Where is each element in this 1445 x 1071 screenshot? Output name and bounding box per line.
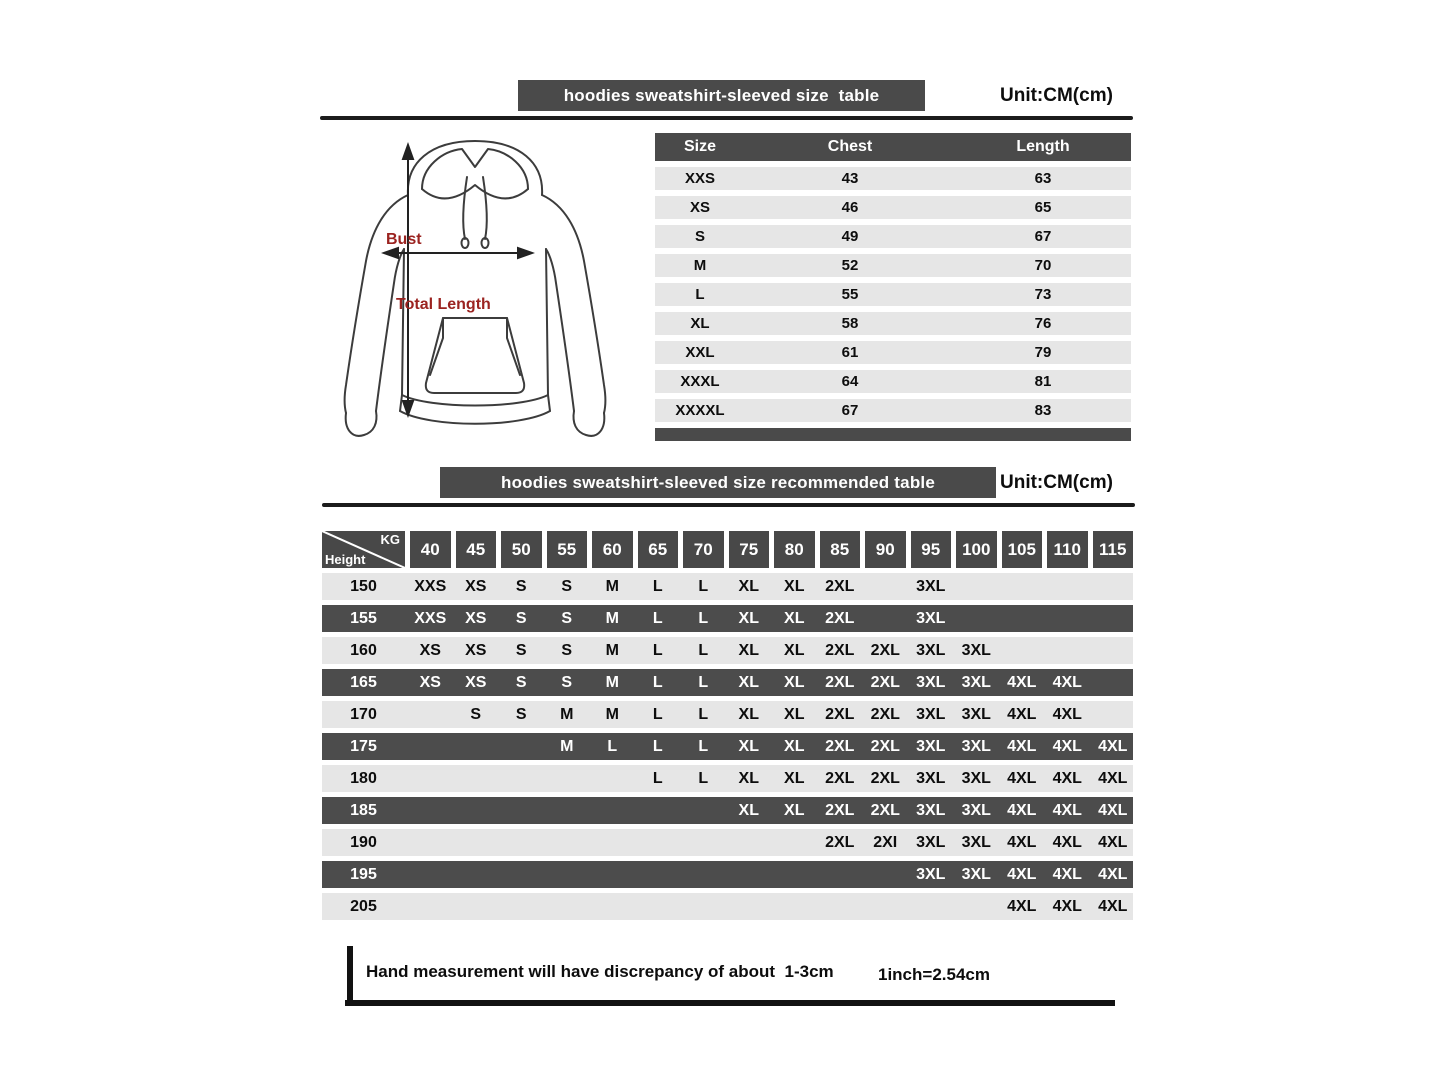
matrix-size-cell: L bbox=[698, 738, 709, 755]
matrix-size-cell: L bbox=[607, 738, 618, 755]
matrix-size-cell: 2XL bbox=[825, 610, 855, 627]
bust-label: Bust bbox=[386, 231, 422, 248]
matrix-row bbox=[322, 573, 1133, 600]
size-cell-chest: 52 bbox=[841, 257, 859, 274]
matrix-size-cell: 2XL bbox=[825, 738, 855, 755]
size-table-row bbox=[655, 254, 1131, 277]
matrix-size-cell: S bbox=[561, 642, 573, 659]
matrix-size-cell: XL bbox=[784, 674, 805, 691]
matrix-size-cell bbox=[638, 797, 679, 824]
matrix-size-cell: XL bbox=[738, 738, 759, 755]
matrix-size-cell: 4XL bbox=[1098, 866, 1128, 883]
matrix-size-cell bbox=[638, 829, 679, 856]
matrix-size-cell: XL bbox=[784, 706, 805, 723]
footnote-bottom-line bbox=[345, 1000, 1115, 1006]
measurement-discrepancy-note: Hand measurement will have discrepancy of about 1-3cm bbox=[366, 962, 834, 981]
matrix-size-cell: 3XL bbox=[916, 738, 946, 755]
matrix-size-cell bbox=[683, 861, 724, 888]
matrix-size-cell: XL bbox=[784, 802, 805, 819]
matrix-size-cell bbox=[501, 861, 542, 888]
matrix-weight-header: 70 bbox=[683, 531, 724, 568]
matrix-size-cell: 4XL bbox=[1007, 738, 1037, 755]
matrix-size-cell bbox=[501, 893, 542, 920]
matrix-size-cell: 3XL bbox=[961, 802, 991, 819]
matrix-size-cell: XL bbox=[784, 578, 805, 595]
matrix-weight-header: 50 bbox=[501, 531, 542, 568]
matrix-size-cell: 4XL bbox=[1098, 802, 1128, 819]
matrix-size-cell: L bbox=[652, 770, 663, 787]
matrix-size-cell bbox=[774, 829, 815, 856]
matrix-height-label: 165 bbox=[350, 674, 377, 691]
matrix-height-label: 180 bbox=[350, 770, 377, 787]
hoodie-outline bbox=[345, 141, 606, 436]
matrix-size-cell: XS bbox=[465, 610, 487, 627]
matrix-size-cell bbox=[456, 765, 497, 792]
size-cell-length: 67 bbox=[1034, 228, 1052, 245]
matrix-size-cell: XL bbox=[738, 802, 759, 819]
matrix-size-cell: 4XL bbox=[1052, 834, 1082, 851]
matrix-size-cell: 3XL bbox=[961, 834, 991, 851]
size-table-title: hoodies sweatshirt-sleeved size table bbox=[518, 80, 925, 111]
matrix-size-cell bbox=[1047, 573, 1088, 600]
matrix-size-cell bbox=[456, 733, 497, 760]
matrix-size-cell: 3XL bbox=[961, 770, 991, 787]
size-cell-length: 79 bbox=[1034, 344, 1052, 361]
matrix-size-cell bbox=[638, 893, 679, 920]
matrix-size-cell bbox=[774, 861, 815, 888]
size-table-unit-label: Unit:CM(cm) bbox=[1000, 85, 1113, 106]
divider-line-top bbox=[320, 116, 1133, 120]
matrix-size-cell bbox=[729, 861, 770, 888]
matrix-height-label: 195 bbox=[350, 866, 377, 883]
matrix-size-cell: 4XL bbox=[1098, 738, 1128, 755]
matrix-size-cell bbox=[410, 701, 451, 728]
matrix-size-cell bbox=[592, 765, 633, 792]
matrix-size-cell bbox=[1093, 669, 1134, 696]
matrix-size-cell bbox=[683, 797, 724, 824]
matrix-size-cell: 2XL bbox=[825, 834, 855, 851]
size-cell-chest: 58 bbox=[841, 315, 859, 332]
size-cell-chest: 55 bbox=[841, 286, 859, 303]
matrix-row bbox=[322, 829, 1133, 856]
matrix-size-cell: 2XL bbox=[870, 706, 900, 723]
inch-conversion-note: 1inch=2.54cm bbox=[878, 965, 990, 984]
matrix-size-cell bbox=[1093, 701, 1134, 728]
matrix-size-cell bbox=[410, 765, 451, 792]
size-cell-size: XXL bbox=[685, 344, 715, 361]
size-cell-size: XXXXL bbox=[675, 402, 725, 419]
matrix-height-label: 155 bbox=[350, 610, 377, 627]
matrix-size-cell: 3XL bbox=[916, 866, 946, 883]
matrix-size-cell bbox=[1093, 637, 1134, 664]
matrix-size-cell: L bbox=[698, 578, 709, 595]
matrix-size-cell: 2XI bbox=[873, 834, 898, 851]
matrix-weight-header: 65 bbox=[638, 531, 679, 568]
matrix-size-cell bbox=[456, 797, 497, 824]
matrix-height-label: 175 bbox=[350, 738, 377, 755]
matrix-row bbox=[322, 637, 1133, 664]
matrix-size-cell: 3XL bbox=[961, 642, 991, 659]
matrix-size-cell: S bbox=[515, 674, 527, 691]
size-cell-chest: 64 bbox=[841, 373, 859, 390]
size-cell-size: S bbox=[694, 228, 705, 245]
matrix-height-label: 160 bbox=[350, 642, 377, 659]
matrix-weight-header: 90 bbox=[865, 531, 906, 568]
matrix-size-cell: M bbox=[560, 706, 574, 723]
matrix-height-label: 205 bbox=[350, 898, 377, 915]
matrix-size-cell: L bbox=[698, 674, 709, 691]
matrix-size-cell: 3XL bbox=[916, 642, 946, 659]
matrix-size-cell: XS bbox=[465, 642, 487, 659]
matrix-size-cell: 2XL bbox=[825, 578, 855, 595]
matrix-size-cell bbox=[501, 733, 542, 760]
matrix-size-cell: XS bbox=[419, 642, 441, 659]
matrix-size-cell: XL bbox=[738, 610, 759, 627]
matrix-size-cell: 4XL bbox=[1052, 802, 1082, 819]
matrix-weight-header: 45 bbox=[456, 531, 497, 568]
matrix-size-cell: XL bbox=[738, 770, 759, 787]
matrix-row bbox=[322, 669, 1133, 696]
matrix-size-cell bbox=[592, 829, 633, 856]
matrix-row bbox=[322, 701, 1133, 728]
size-table-row bbox=[655, 370, 1131, 393]
matrix-size-cell: M bbox=[605, 578, 619, 595]
matrix-size-cell: 3XL bbox=[916, 610, 946, 627]
size-cell-length: 63 bbox=[1034, 170, 1052, 187]
size-cell-length: 70 bbox=[1034, 257, 1052, 274]
matrix-size-cell: 3XL bbox=[916, 834, 946, 851]
matrix-size-cell: M bbox=[560, 738, 574, 755]
matrix-size-cell bbox=[410, 797, 451, 824]
matrix-size-cell bbox=[410, 861, 451, 888]
matrix-size-cell: M bbox=[605, 706, 619, 723]
matrix-size-cell bbox=[729, 893, 770, 920]
matrix-size-cell bbox=[865, 893, 906, 920]
matrix-header-row bbox=[322, 531, 1133, 568]
footnote-left-bar bbox=[347, 946, 353, 1003]
matrix-row bbox=[322, 893, 1133, 920]
matrix-size-cell: L bbox=[652, 706, 663, 723]
total-length-label: Total Length bbox=[396, 296, 491, 313]
matrix-weight-header: 60 bbox=[592, 531, 633, 568]
matrix-size-cell: 4XL bbox=[1007, 674, 1037, 691]
matrix-size-cell: 3XL bbox=[961, 706, 991, 723]
matrix-size-cell bbox=[729, 829, 770, 856]
matrix-size-cell bbox=[547, 765, 588, 792]
matrix-size-cell: 4XL bbox=[1052, 866, 1082, 883]
size-cell-length: 81 bbox=[1034, 373, 1052, 390]
recommended-table-unit-label: Unit:CM(cm) bbox=[1000, 472, 1113, 493]
matrix-size-cell: XL bbox=[738, 578, 759, 595]
matrix-size-cell: XL bbox=[784, 610, 805, 627]
matrix-size-cell: XL bbox=[738, 642, 759, 659]
matrix-size-cell: 4XL bbox=[1098, 898, 1128, 915]
matrix-size-cell: 4XL bbox=[1007, 866, 1037, 883]
matrix-size-cell: XS bbox=[465, 578, 487, 595]
matrix-size-cell: 2XL bbox=[825, 770, 855, 787]
matrix-size-cell: S bbox=[561, 674, 573, 691]
matrix-size-cell: XS bbox=[419, 674, 441, 691]
matrix-size-cell: S bbox=[515, 578, 527, 595]
matrix-size-cell bbox=[638, 861, 679, 888]
matrix-size-cell: XL bbox=[784, 770, 805, 787]
size-cell-size: L bbox=[695, 286, 705, 303]
matrix-size-cell bbox=[1093, 573, 1134, 600]
matrix-size-cell: L bbox=[698, 642, 709, 659]
matrix-size-cell: 4XL bbox=[1052, 898, 1082, 915]
matrix-size-cell: 2XL bbox=[870, 674, 900, 691]
size-cell-size: XL bbox=[690, 315, 710, 332]
matrix-size-cell: L bbox=[698, 770, 709, 787]
size-cell-length: 65 bbox=[1034, 199, 1052, 216]
matrix-height-label: 150 bbox=[350, 578, 377, 595]
size-table-row bbox=[655, 167, 1131, 190]
matrix-size-cell: 2XL bbox=[825, 674, 855, 691]
size-cell-chest: 46 bbox=[841, 199, 859, 216]
bust-arrow bbox=[384, 248, 532, 258]
matrix-size-cell: M bbox=[605, 642, 619, 659]
matrix-size-cell bbox=[456, 861, 497, 888]
matrix-size-cell: 2XL bbox=[870, 642, 900, 659]
matrix-size-cell: 3XL bbox=[916, 770, 946, 787]
size-table-column-header: Length bbox=[1016, 138, 1070, 155]
matrix-weight-header: 100 bbox=[956, 531, 997, 568]
matrix-size-cell: 3XL bbox=[961, 738, 991, 755]
matrix-size-cell: XL bbox=[784, 738, 805, 755]
matrix-weight-header: 110 bbox=[1047, 531, 1088, 568]
matrix-row bbox=[322, 605, 1133, 632]
matrix-size-cell: 2XL bbox=[870, 802, 900, 819]
matrix-size-cell bbox=[774, 893, 815, 920]
matrix-size-cell: 3XL bbox=[916, 674, 946, 691]
matrix-weight-header: 85 bbox=[820, 531, 861, 568]
matrix-weight-header: 105 bbox=[1002, 531, 1043, 568]
size-table-row bbox=[655, 196, 1131, 219]
matrix-size-cell: 2XL bbox=[825, 642, 855, 659]
matrix-size-cell bbox=[592, 861, 633, 888]
matrix-size-cell: 3XL bbox=[916, 578, 946, 595]
matrix-size-cell: XXS bbox=[414, 610, 447, 627]
matrix-size-cell: 4XL bbox=[1007, 802, 1037, 819]
matrix-size-cell bbox=[1002, 605, 1043, 632]
matrix-weight-header: 75 bbox=[729, 531, 770, 568]
matrix-size-cell bbox=[820, 893, 861, 920]
matrix-size-cell bbox=[683, 829, 724, 856]
matrix-size-cell bbox=[1002, 573, 1043, 600]
size-cell-size: M bbox=[693, 257, 707, 274]
matrix-size-cell: S bbox=[561, 610, 573, 627]
size-table-row bbox=[655, 399, 1131, 422]
matrix-size-cell bbox=[865, 573, 906, 600]
matrix-size-cell bbox=[547, 893, 588, 920]
matrix-size-cell: S bbox=[515, 706, 527, 723]
matrix-weight-header: 95 bbox=[911, 531, 952, 568]
size-table-row bbox=[655, 312, 1131, 335]
matrix-height-label: 170 bbox=[350, 706, 377, 723]
matrix-size-cell bbox=[410, 893, 451, 920]
matrix-size-cell bbox=[547, 861, 588, 888]
recommended-table-title: hoodies sweatshirt-sleeved size recommended table bbox=[440, 467, 996, 498]
matrix-size-cell: M bbox=[605, 674, 619, 691]
matrix-size-cell: 4XL bbox=[1007, 834, 1037, 851]
matrix-size-cell: XXS bbox=[414, 578, 447, 595]
matrix-size-cell: 4XL bbox=[1098, 770, 1128, 787]
matrix-size-cell: 2XL bbox=[870, 770, 900, 787]
size-cell-size: XXS bbox=[684, 170, 715, 187]
matrix-size-cell bbox=[820, 861, 861, 888]
matrix-weight-header: 40 bbox=[410, 531, 451, 568]
matrix-size-cell: L bbox=[652, 610, 663, 627]
size-table-column-header: Chest bbox=[827, 138, 873, 155]
size-cell-chest: 67 bbox=[841, 402, 859, 419]
matrix-size-cell bbox=[547, 797, 588, 824]
matrix-corner-cell bbox=[322, 531, 405, 568]
matrix-size-cell: L bbox=[652, 578, 663, 595]
matrix-size-cell bbox=[1047, 605, 1088, 632]
size-table-bottom-bar bbox=[655, 428, 1131, 441]
matrix-size-cell: 4XL bbox=[1052, 738, 1082, 755]
matrix-size-cell bbox=[456, 829, 497, 856]
matrix-weight-header: 115 bbox=[1093, 531, 1134, 568]
matrix-size-cell bbox=[501, 829, 542, 856]
size-cell-length: 83 bbox=[1034, 402, 1052, 419]
matrix-size-cell bbox=[410, 733, 451, 760]
matrix-size-cell: L bbox=[652, 738, 663, 755]
matrix-size-cell: 4XL bbox=[1052, 674, 1082, 691]
matrix-size-cell bbox=[1002, 637, 1043, 664]
matrix-size-cell bbox=[592, 797, 633, 824]
matrix-size-cell: XL bbox=[738, 674, 759, 691]
matrix-size-cell bbox=[1047, 637, 1088, 664]
matrix-size-cell: 4XL bbox=[1098, 834, 1128, 851]
matrix-size-cell: 3XL bbox=[961, 674, 991, 691]
matrix-size-cell bbox=[956, 573, 997, 600]
size-cell-length: 73 bbox=[1034, 286, 1052, 303]
matrix-size-cell bbox=[865, 605, 906, 632]
matrix-size-cell bbox=[1093, 605, 1134, 632]
matrix-size-cell: 4XL bbox=[1007, 706, 1037, 723]
size-table-column-header: Size bbox=[683, 138, 716, 155]
size-table-row bbox=[655, 341, 1131, 364]
matrix-size-cell: S bbox=[470, 706, 482, 723]
size-table-header-row bbox=[655, 133, 1131, 161]
matrix-size-cell: XL bbox=[738, 706, 759, 723]
matrix-size-cell: M bbox=[605, 610, 619, 627]
matrix-row bbox=[322, 797, 1133, 824]
matrix-weight-header: 80 bbox=[774, 531, 815, 568]
matrix-size-cell: 4XL bbox=[1052, 706, 1082, 723]
matrix-size-cell: S bbox=[515, 610, 527, 627]
matrix-size-cell bbox=[501, 765, 542, 792]
matrix-size-cell: 3XL bbox=[916, 802, 946, 819]
matrix-height-label: 185 bbox=[350, 802, 377, 819]
matrix-size-cell: XL bbox=[784, 642, 805, 659]
matrix-size-cell: S bbox=[515, 642, 527, 659]
size-table bbox=[655, 133, 1131, 441]
matrix-size-cell: L bbox=[652, 674, 663, 691]
matrix-size-cell: 4XL bbox=[1007, 770, 1037, 787]
matrix-weight-header: 55 bbox=[547, 531, 588, 568]
matrix-size-cell: L bbox=[698, 706, 709, 723]
corner-height-label: Height bbox=[325, 552, 366, 567]
size-cell-chest: 49 bbox=[841, 228, 859, 245]
matrix-size-cell: 3XL bbox=[916, 706, 946, 723]
matrix-height-label: 190 bbox=[350, 834, 377, 851]
matrix-size-cell bbox=[592, 893, 633, 920]
hoodie-drawing bbox=[330, 133, 620, 458]
matrix-size-cell bbox=[501, 797, 542, 824]
recommended-size-matrix bbox=[322, 531, 1133, 920]
size-cell-chest: 43 bbox=[841, 170, 859, 187]
size-cell-length: 76 bbox=[1034, 315, 1052, 332]
corner-kg-label: KG bbox=[380, 532, 400, 547]
divider-line-middle bbox=[322, 503, 1135, 507]
matrix-size-cell bbox=[956, 605, 997, 632]
matrix-size-cell bbox=[547, 829, 588, 856]
matrix-size-cell bbox=[410, 829, 451, 856]
hoodie-measurement-diagram bbox=[330, 133, 620, 458]
matrix-size-cell: 3XL bbox=[961, 866, 991, 883]
matrix-size-cell bbox=[865, 861, 906, 888]
matrix-size-cell bbox=[683, 893, 724, 920]
matrix-row bbox=[322, 765, 1133, 792]
size-table-row bbox=[655, 283, 1131, 306]
matrix-size-cell: XS bbox=[465, 674, 487, 691]
matrix-size-cell: 4XL bbox=[1007, 898, 1037, 915]
matrix-size-cell bbox=[911, 893, 952, 920]
matrix-size-cell: 4XL bbox=[1052, 770, 1082, 787]
matrix-size-cell: 2XL bbox=[870, 738, 900, 755]
matrix-size-cell: S bbox=[561, 578, 573, 595]
matrix-size-cell: 2XL bbox=[825, 706, 855, 723]
matrix-size-cell: L bbox=[652, 642, 663, 659]
matrix-size-cell: 2XL bbox=[825, 802, 855, 819]
matrix-row bbox=[322, 861, 1133, 888]
matrix-size-cell bbox=[956, 893, 997, 920]
size-table-row bbox=[655, 225, 1131, 248]
matrix-size-cell bbox=[456, 893, 497, 920]
size-cell-size: XS bbox=[689, 199, 710, 216]
size-cell-size: XXXL bbox=[680, 373, 720, 390]
size-cell-chest: 61 bbox=[841, 344, 859, 361]
matrix-row bbox=[322, 733, 1133, 760]
matrix-size-cell: L bbox=[698, 610, 709, 627]
